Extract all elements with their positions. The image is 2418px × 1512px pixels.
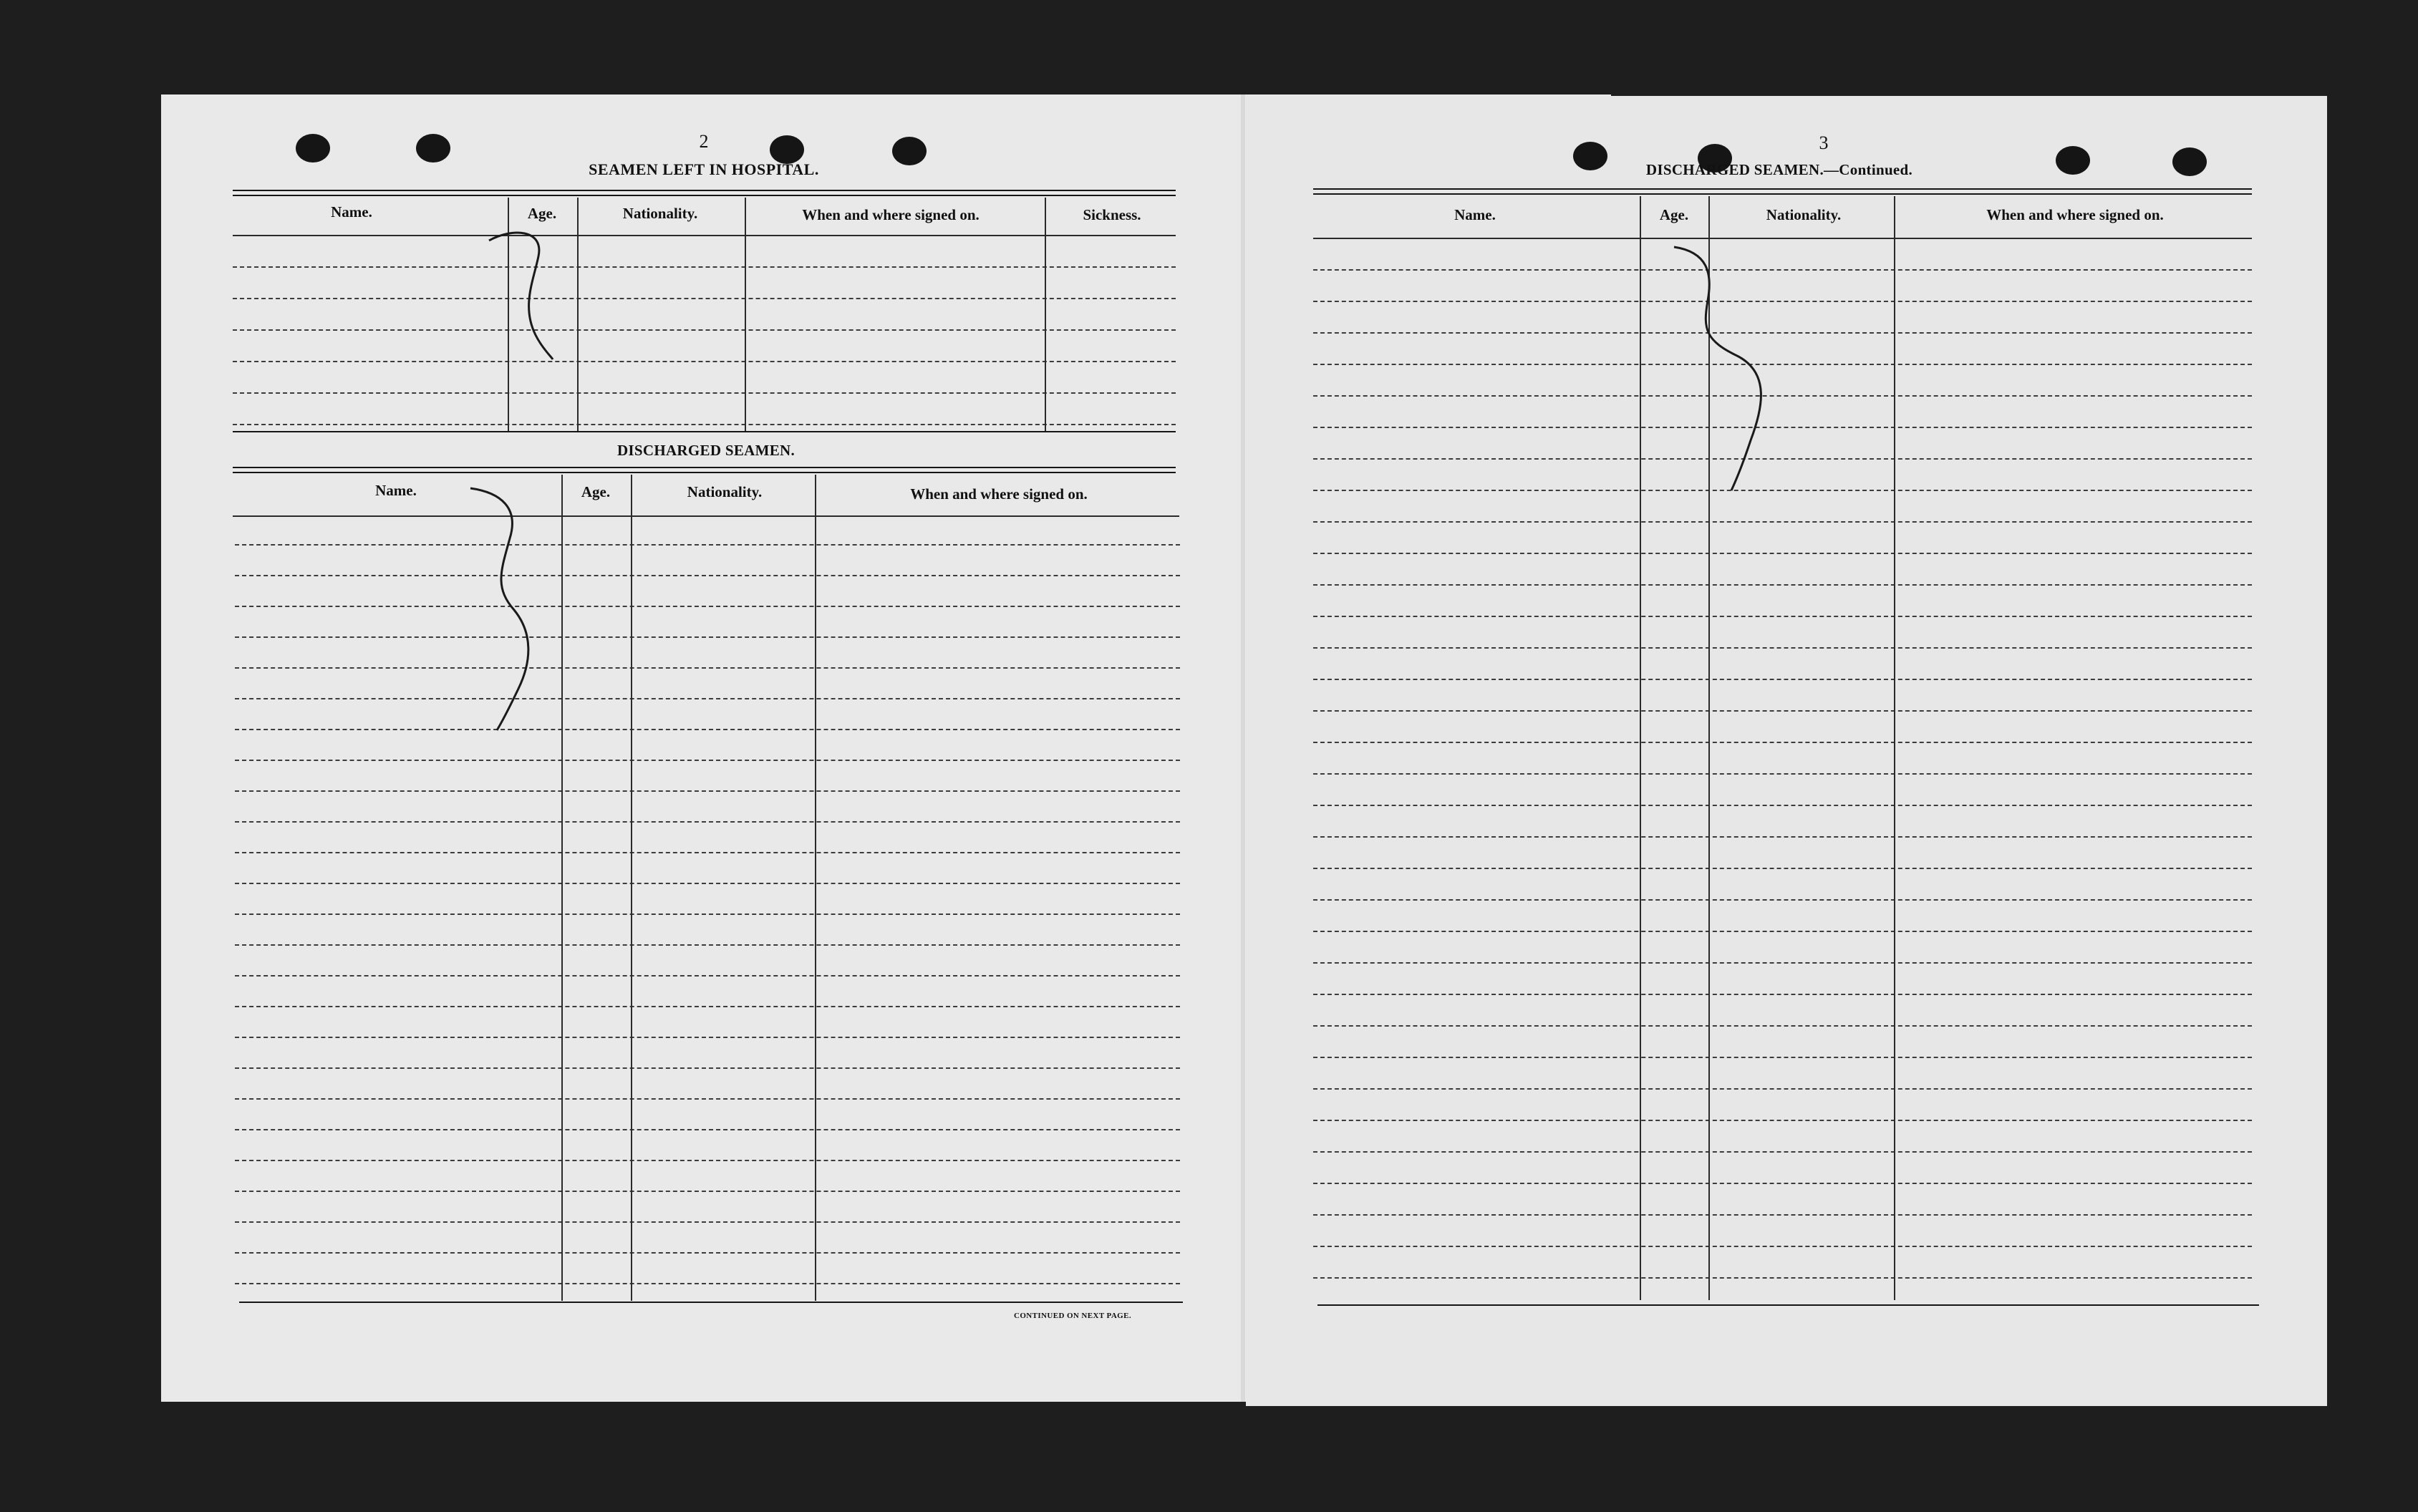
hospital-col-name: Name. [331, 203, 372, 220]
continued-footer: CONTINUED ON NEXT PAGE. [1013, 1312, 1132, 1320]
discharged-col-age: Age. [581, 483, 611, 500]
discharged-col-signed-on: When and where signed on. [910, 485, 1088, 503]
hospital-col-age: Age. [527, 205, 557, 222]
right-col-signed-on: When and where signed on. [1986, 206, 2164, 223]
right-section-title: DISCHARGED SEAMEN.—Continued. [1645, 161, 1913, 178]
right-col-age: Age. [1659, 206, 1689, 223]
pen-scrawl [489, 233, 553, 359]
discharged-section-title: DISCHARGED SEAMEN. [616, 442, 795, 459]
right-page-number: 3 [1819, 132, 1829, 153]
discharged-col-name: Name. [375, 482, 417, 499]
hospital-section-title: SEAMEN LEFT IN HOSPITAL. [589, 160, 819, 178]
hospital-col-sickness: Sickness. [1083, 206, 1141, 223]
pen-scrawl [1674, 247, 1761, 490]
right-col-nationality: Nationality. [1766, 206, 1842, 223]
left-page-number: 2 [699, 131, 709, 152]
pen-scrawl [470, 488, 528, 730]
discharged-col-nationality: Nationality. [687, 483, 763, 500]
hospital-col-nationality: Nationality. [622, 205, 698, 222]
hospital-col-signed-on: When and where signed on. [802, 206, 980, 223]
right-col-name: Name. [1454, 206, 1496, 223]
